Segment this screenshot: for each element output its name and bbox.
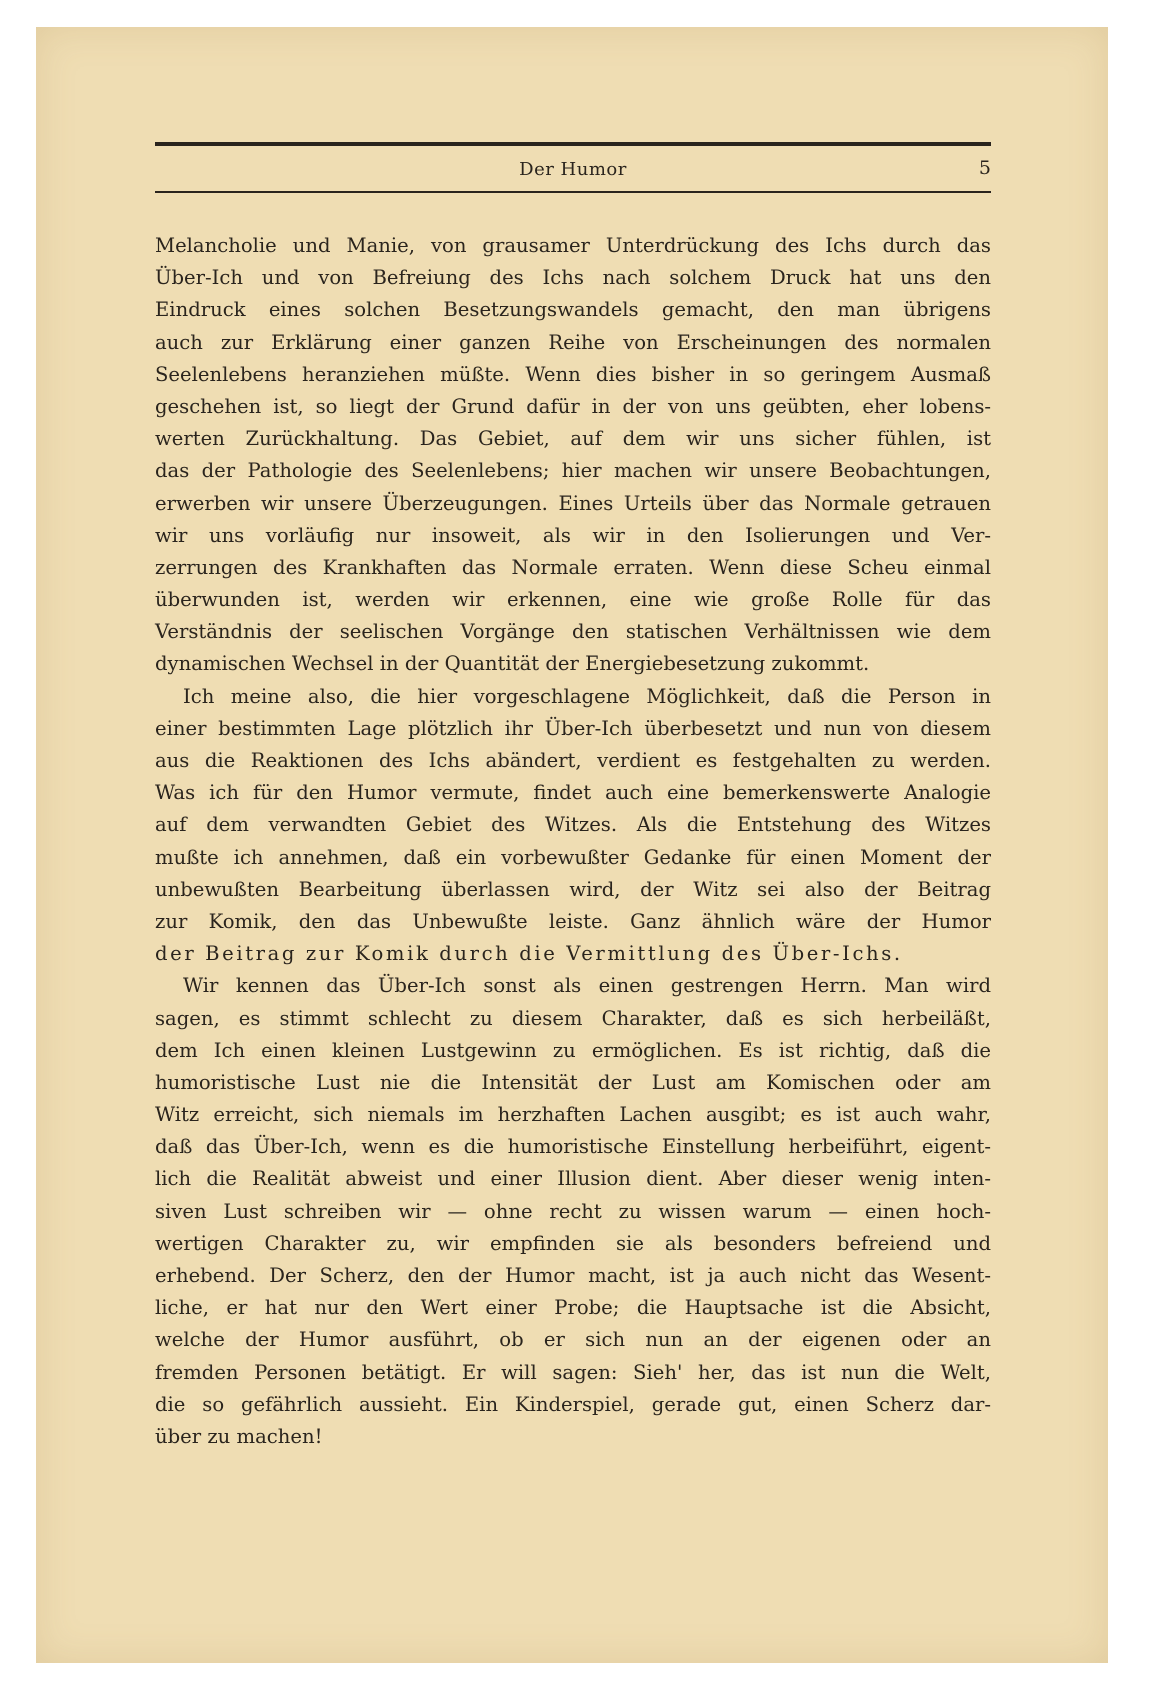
text-line: wertigen Charakter zu, wir empfinden sie als besonders befreiend und	[155, 1231, 991, 1255]
text-line: daß das Über-Ich, wenn es die humoristische Einstellung herbeiführt, eigent-	[155, 1135, 991, 1159]
text-line: werten Zurückhaltung. Das Gebiet, auf dem wir uns sicher fühlen, ist	[155, 427, 991, 451]
text-line: überwunden ist, werden wir erkennen, eine wie große Rolle für das	[155, 588, 991, 612]
text-line: geschehen ist, so liegt der Grund dafür in der von uns geübten, eher lobens-	[155, 394, 991, 418]
running-title: Der Humor	[519, 159, 627, 180]
text-line: Verständnis der seelischen Vorgänge den statischen Verhältnissen wie dem	[155, 620, 991, 644]
text-line: Was ich für den Humor vermute, findet auch eine bemerkenswerte Analogie	[155, 781, 991, 805]
body-text	[155, 230, 991, 1453]
text-line: der Beitrag zur Komik durch die Vermittlung des Über-Ichs.	[155, 942, 903, 966]
text-line: Seelenlebens heranziehen müßte. Wenn dies bisher in so geringem Ausmaß	[155, 362, 991, 386]
text-line: über zu machen!	[155, 1424, 323, 1448]
text-line: Eindruck eines solchen Besetzungswandels gemacht, den man übrigens	[155, 298, 991, 322]
text-line: erhebend. Der Scherz, den der Humor macht, ist ja auch nicht das Wesent-	[155, 1264, 991, 1287]
text-line: dynamischen Wechsel in der Quantität der Energiebesetzung zukommt.	[155, 652, 870, 676]
text-line: mußte ich annehmen, daß ein vorbewußter Gedanke für einen Moment der	[155, 845, 991, 869]
text-line: Witz erreicht, sich niemals im herzhaften Lachen ausgibt; es ist auch wahr,	[155, 1103, 991, 1127]
text-line: wir uns vorläufig nur insoweit, als wir in den Isolierungen und Ver-	[155, 523, 991, 547]
text-line: siven Lust schreiben wir — ohne recht zu wissen warum — einen hoch-	[155, 1199, 991, 1223]
header-rule-bottom	[155, 191, 991, 193]
text-line: das der Pathologie des Seelenlebens; hier machen wir unsere Beobachtungen,	[155, 459, 991, 483]
text-line: zur Komik, den das Unbewußte leiste. Ganz ähnlich wäre der Humor	[155, 909, 991, 933]
page-number: 5	[978, 157, 991, 179]
text-line: unbewußten Bearbeitung überlassen wird, der Witz sei also der Beitrag	[155, 877, 991, 901]
text-line: humoristische Lust nie die Intensität der Lust am Komischen oder am	[155, 1070, 991, 1094]
text-line: einer bestimmten Lage plötzlich ihr Über-Ich überbesetzt und nun von diesem	[155, 716, 991, 740]
text-line: fremden Personen betätigt. Er will sagen: Sieh' her, das ist nun die Welt,	[155, 1360, 991, 1384]
text-line: Ich meine also, die hier vorgeschlagene Möglichkeit, daß die Person in	[183, 684, 991, 708]
text-line: welche der Humor ausführt, ob er sich nun an der eigenen oder an	[155, 1328, 991, 1352]
text-line: sagen, es stimmt schlecht zu diesem Charakter, daß es sich herbeiläßt,	[155, 1006, 991, 1030]
text-line: die so gefährlich aussieht. Ein Kinderspiel, gerade gut, einen Scherz dar-	[155, 1392, 991, 1416]
text-line: Wir kennen das Über-Ich sonst als einen gestrengen Herrn. Man wird	[183, 974, 991, 998]
text-line: Melancholie und Manie, von grausamer Unterdrückung des Ichs durch das	[155, 234, 991, 257]
text-line: Über-Ich und von Befreiung des Ichs nach solchem Druck hat uns den	[155, 266, 991, 290]
text-line: auch zur Erklärung einer ganzen Reihe von Erscheinungen des normalen	[155, 330, 991, 354]
text-line: aus die Reaktionen des Ichs abändert, verdient es festgehalten zu werden.	[155, 749, 991, 772]
text-line: auf dem verwandten Gebiet des Witzes. Als die Entstehung des Witzes	[155, 813, 991, 837]
book-page	[36, 27, 1108, 1663]
header-rule-top	[155, 142, 991, 146]
text-line: dem Ich einen kleinen Lustgewinn zu ermöglichen. Es ist richtig, daß die	[155, 1038, 991, 1062]
text-line: lich die Realität abweist und einer Illusion dient. Aber dieser wenig inten-	[155, 1167, 991, 1191]
text-line: zerrungen des Krankhaften das Normale erraten. Wenn diese Scheu einmal	[155, 555, 991, 579]
text-line: erwerben wir unsere Überzeugungen. Eines Urteils über das Normale getrauen	[155, 491, 991, 515]
text-line: liche, er hat nur den Wert einer Probe; die Hauptsache ist die Absicht,	[155, 1296, 991, 1320]
